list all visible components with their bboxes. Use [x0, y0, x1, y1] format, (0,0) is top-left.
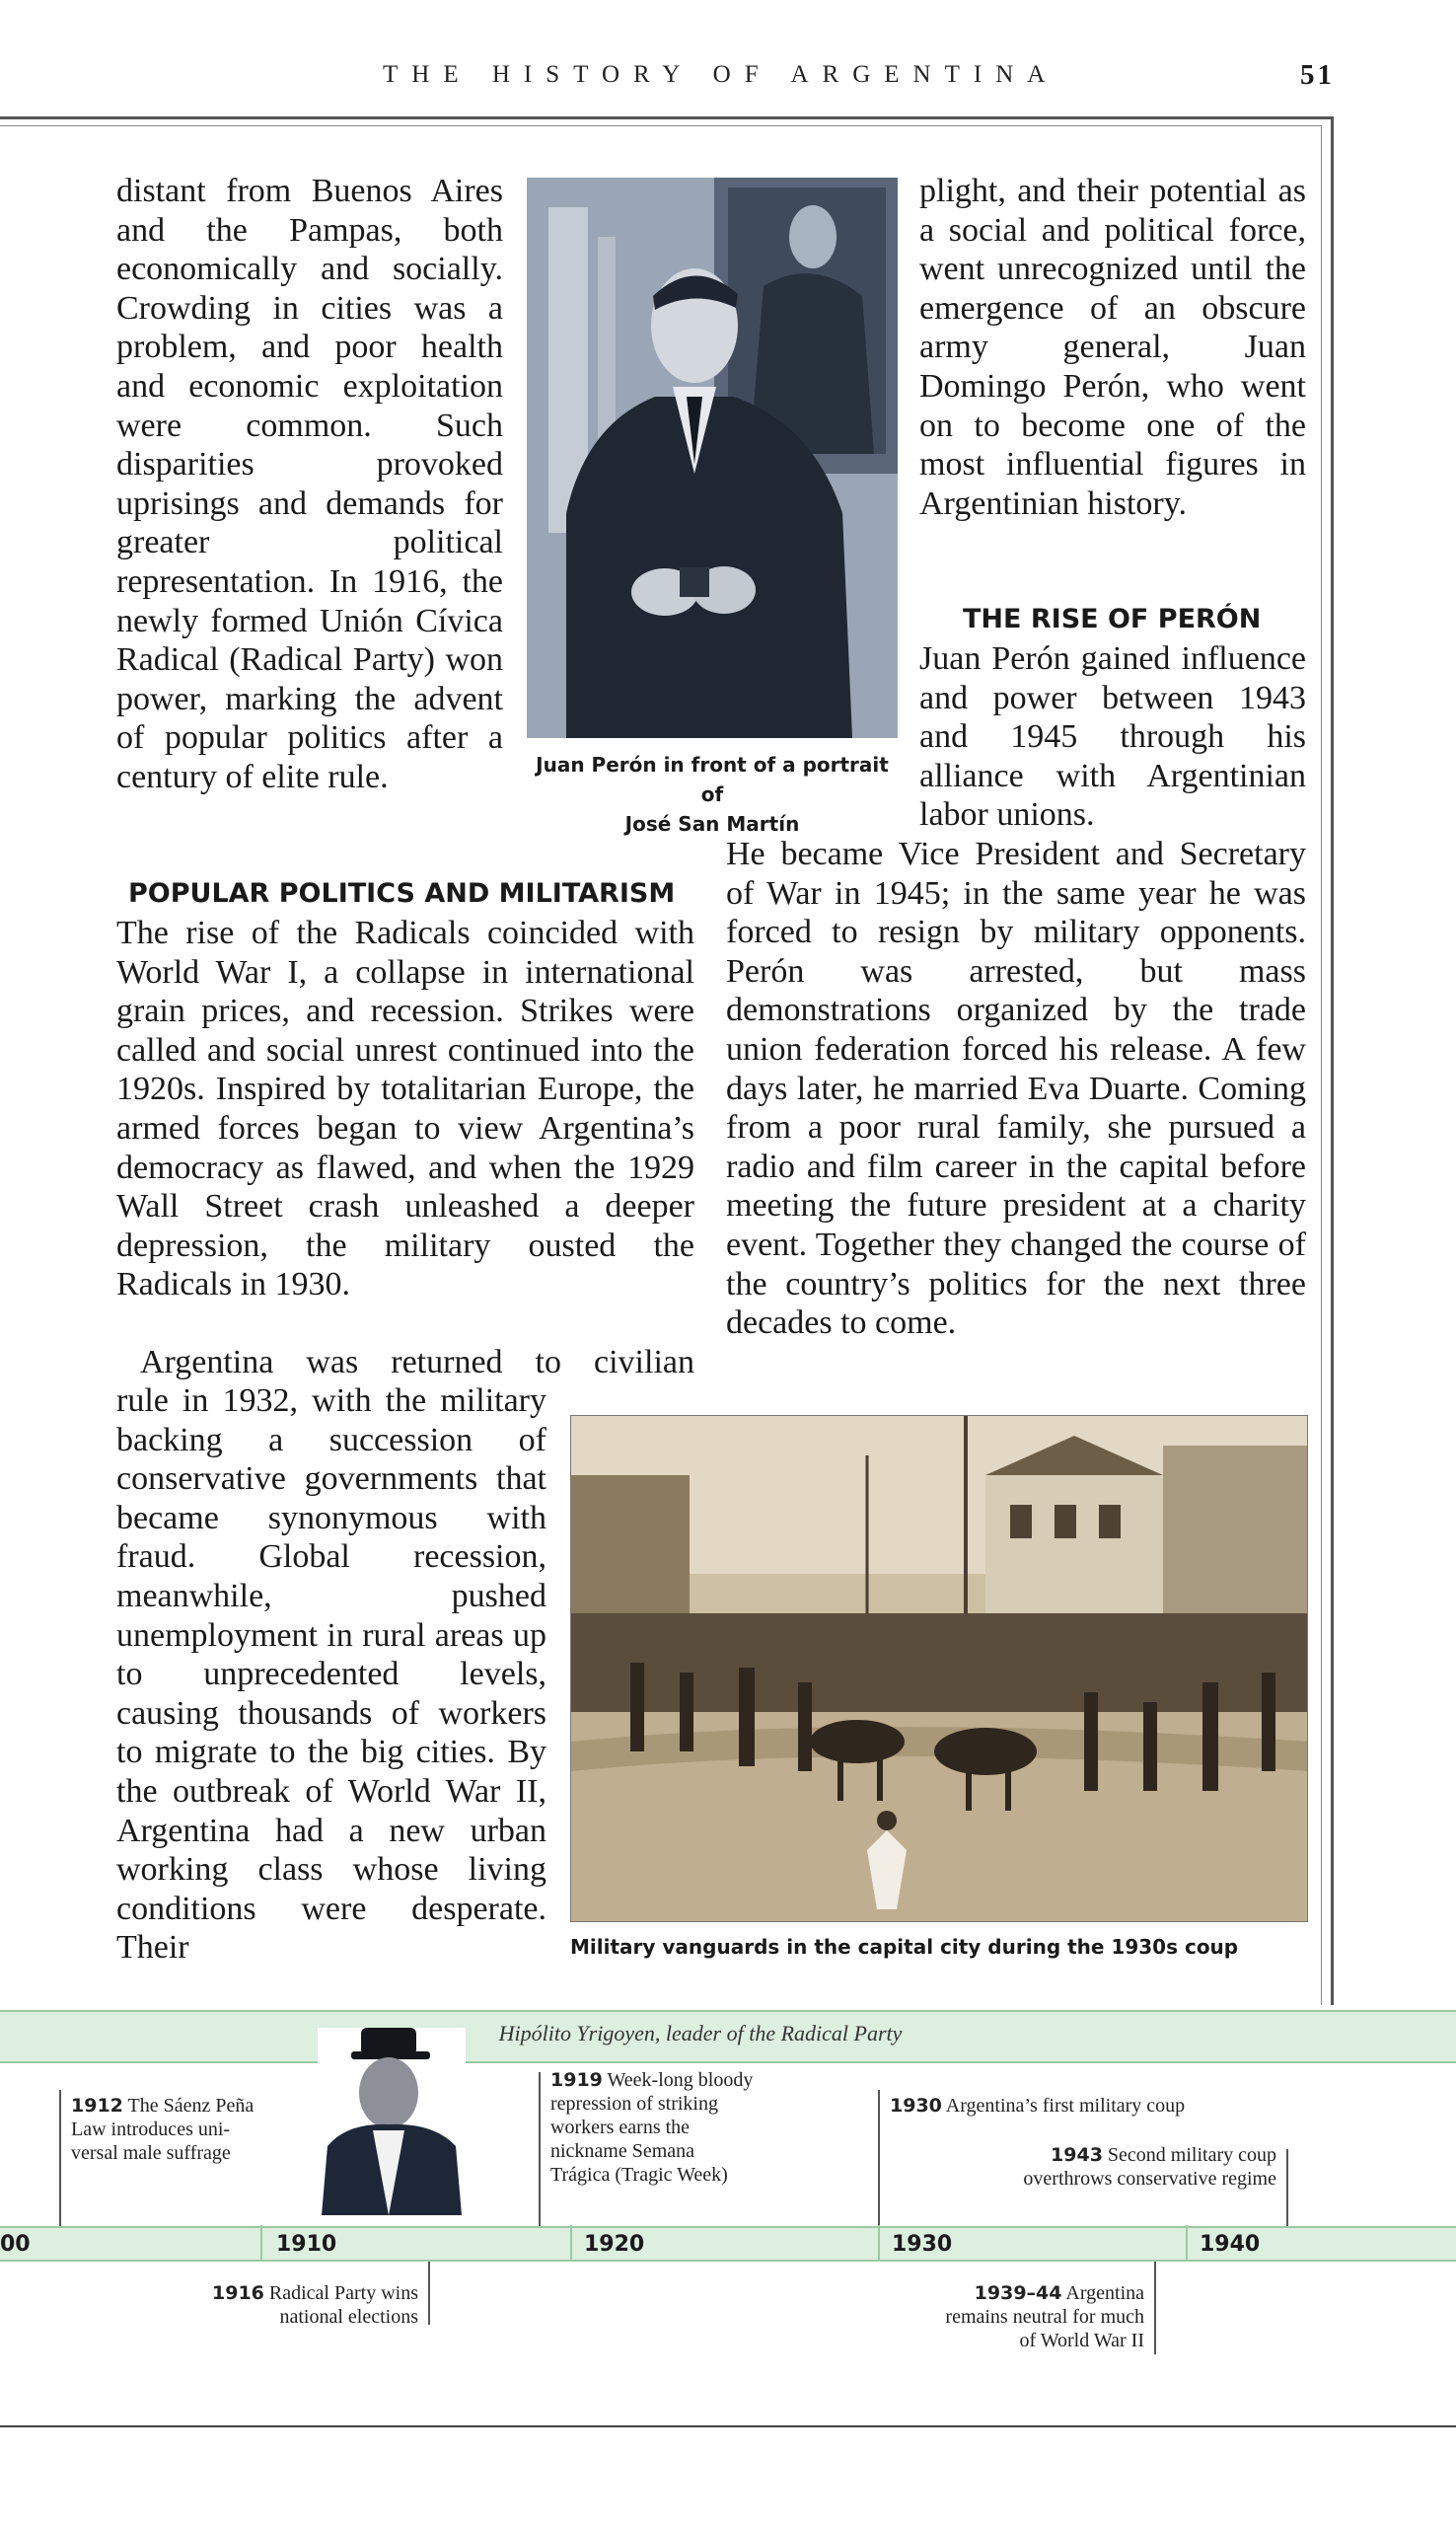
event-text: Week-long bloody [607, 2069, 754, 2091]
coup-caption: Military vanguards in the capital city during the 1930s coup [570, 1935, 1239, 1959]
decade-label: 1920 [584, 2232, 645, 2257]
coup-illustration [571, 1416, 1308, 1922]
event-text: remains neutral for much [945, 2306, 1144, 2328]
yrigoyen-illustration [318, 2028, 466, 2215]
timeline-connector [428, 2262, 430, 2325]
event-year: 1912 [71, 2095, 123, 2117]
decade-tick [570, 2225, 572, 2262]
event-year: 1916 [212, 2282, 264, 2304]
event-year: 1930 [890, 2095, 942, 2117]
body-text-popular-1: The rise of the Radicals coincided with World War I, a collapse in international grain prices, and recession. Strikes were called and social unrest continued into the 1920s. Inspired by totalitarian Europe, the armed forces began to view Argentina’s democracy as flawed, and when the 1929 Wall Street crash unleashed a deeper depression, the military ousted the Radicals in 1930. [116, 915, 694, 1303]
event-text: of World War II [1019, 2330, 1144, 2351]
event-year: 1919 [550, 2069, 603, 2091]
event-text: versal male suffrage [71, 2142, 231, 2164]
peron-caption-line-2: José San Martín [624, 812, 800, 836]
body-text-rise-wide: He became Vice President and Secretary of War in 1945; in the same year he was forced to resign by military opponents. Perón was arrested, but mass demonstrations organized by the trade union federation forced his release. A few days later, he married Eva Duarte. Coming from a poor rural family, she pursued a radio and film career in the capital before meeting the future president at a charity event. Together they changed the course of the country’s politics for the next three decades to come. [726, 836, 1306, 1342]
event-text: repression of striking [550, 2093, 718, 2115]
heading-popular-politics: POPULAR POLITICS AND MILITARISM [128, 878, 676, 909]
yrigoyen-portrait [318, 2028, 466, 2215]
peron-photo [527, 178, 898, 738]
timeline-event-1930 [890, 2094, 1284, 2118]
running-header: THE HISTORY OF ARGENTINA [383, 61, 1059, 88]
event-text: Argentina’s first military coup [945, 2095, 1186, 2117]
timeline-connector [59, 2090, 61, 2228]
decade-label: 1940 [1200, 2232, 1261, 2257]
heading-rise-of-peron: THE RISE OF PERÓN [963, 604, 1262, 634]
event-text: national elections [279, 2306, 418, 2328]
timeline-connector [539, 2072, 541, 2228]
peron-caption [527, 750, 898, 839]
body-text-popular-2-first-line: Argentina was returned to civilian [140, 1344, 694, 1380]
peron-caption-line-1: Juan Perón in front of a portrait of [536, 753, 889, 806]
decade-label: 1930 [892, 2232, 953, 2257]
event-year: 1939–44 [974, 2282, 1062, 2304]
body-text-popular-2: rule in 1932, with the military backing a succession of conservative governments that became synonymous with fraud. Global recession, meanwhile, pushed unemployment in rural areas up to unprecedented levels, causing thousands of workers to migrate to the big cities. By the outbreak of World War II, Argentina had a new urban working class whose living conditions were desperate. Their [116, 1382, 546, 1967]
event-text: overthrows conservative regime [1023, 2168, 1276, 2190]
timeline-event-1943 [908, 2143, 1276, 2191]
event-text: workers earns the [550, 2117, 691, 2138]
timeline-event-1916 [148, 2281, 418, 2329]
body-text-right-top: plight, and their potential as a social and political force, went unrecognized until the emergence of an obscure army general, Juan Domingo Perón, who went on to become one of the most influential figures in Argentinian history. [919, 173, 1306, 522]
timeline-event-1939-44 [848, 2281, 1144, 2352]
body-text-rise-narrow: Juan Perón gained influence and power between 1943 and 1945 through his alliance with Argentinian labor unions. [919, 640, 1306, 834]
decade-label: 00 [0, 2232, 31, 2257]
event-text: Trágica (Tragic Week) [550, 2164, 728, 2186]
body-text-left-top: distant from Buenos Aires and the Pampas, both economically and socially. Crowding in cities was a problem, and poor health and economic exploitation were common. Such disparities provoked uprisings and demands for greater political representation. In 1916, the newly formed Unión Cívica Radical (Radical Party) won power, marking the advent of popular politics after a century of elite rule. [116, 173, 503, 795]
event-text: Second military coup [1107, 2144, 1276, 2166]
timeline-event-1912 [71, 2094, 298, 2165]
event-text: Law introduces uni- [71, 2119, 231, 2140]
event-year: 1943 [1051, 2144, 1103, 2166]
event-text: Radical Party wins [268, 2282, 418, 2304]
timeline-connector [1154, 2262, 1156, 2354]
event-text: The Sáenz Peña [127, 2095, 255, 2117]
timeline-event-1919 [550, 2068, 807, 2187]
decade-tick [1186, 2225, 1188, 2262]
page-number: 51 [1300, 59, 1335, 91]
decade-tick [878, 2225, 880, 2262]
timeline-connector [878, 2090, 880, 2228]
coup-photo [570, 1415, 1308, 1922]
peron-illustration [527, 178, 898, 738]
timeline-banner-text: Hipólito Yrigoyen, leader of the Radical Party [498, 2021, 903, 2046]
event-text: Argentina [1065, 2282, 1144, 2304]
timeline-connector [1286, 2149, 1288, 2228]
decade-label: 1910 [276, 2232, 337, 2257]
event-text: nickname Semana [550, 2140, 695, 2162]
decade-tick [260, 2225, 262, 2262]
bottom-rule [0, 2425, 1456, 2427]
